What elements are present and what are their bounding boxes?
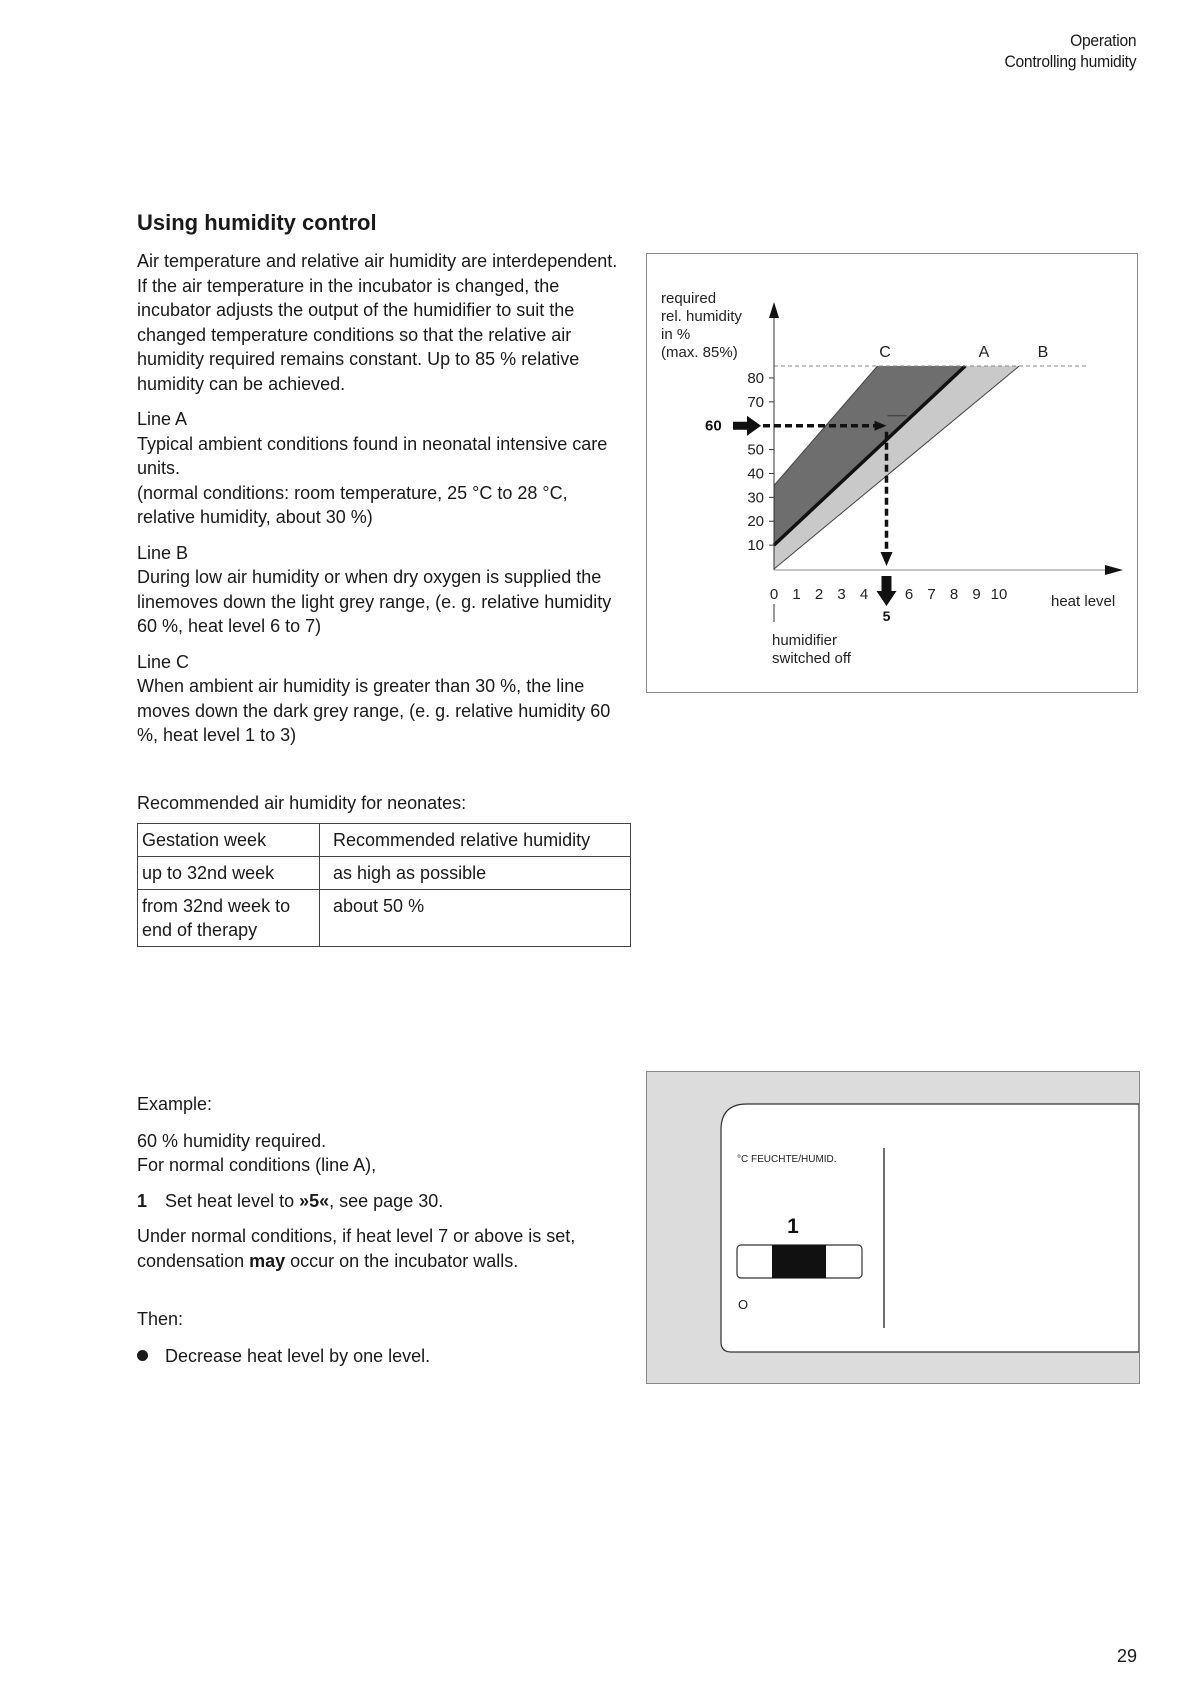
- humidity-chart-frame: [646, 253, 1138, 693]
- y-tick-label: 70: [747, 393, 764, 411]
- y-tick-label: 20: [747, 513, 764, 531]
- example-humidity-label: 60: [705, 417, 722, 435]
- line-b-text: During low air humidity or when dry oxygen is supplied the linemoves down the light grey range, (e. g. relative humidity 60 %, heat level 6 to 7): [137, 567, 612, 636]
- condensation-warning: [137, 1224, 627, 1273]
- humidity-chart: [647, 254, 1137, 692]
- y-axis-label-line: rel. humidity: [661, 308, 742, 325]
- example-heat-label: 5: [882, 608, 891, 624]
- y-tick-label: 30: [747, 489, 764, 507]
- table-cell: about 50 %: [320, 890, 631, 947]
- line-c-block: [137, 650, 627, 748]
- intro-column: [137, 249, 627, 759]
- then-label: Then:: [137, 1309, 184, 1329]
- example-line-1: 60 % humidity required.: [137, 1130, 327, 1151]
- table-header-row: [138, 824, 631, 857]
- table-header-cell: Recommended relative humidity: [320, 824, 631, 857]
- x-tick-label: 2: [814, 586, 824, 603]
- page-number: 29: [1116, 1646, 1137, 1666]
- table-row: [138, 857, 631, 890]
- intro-paragraph: Air temperature and relative air humidity are interdependent. If the air temperature in the incubator is changed, the incubator adjusts the output of the humidifier to suit the changed temperature conditions so that the relative air humidity required remains constant. Up to 85 % relative humidity can be achieved.: [137, 251, 618, 394]
- x-axis-label: heat level: [1051, 593, 1116, 610]
- header-subsection: Controlling humidity: [1004, 52, 1136, 71]
- warning-post: occur on the incubator walls.: [285, 1250, 519, 1271]
- example-requirement: [137, 1129, 627, 1178]
- switch-on-label: 1: [787, 1215, 799, 1238]
- line-c-label: Line C: [137, 651, 190, 672]
- y-tick-label: 10: [747, 537, 764, 555]
- heat-level-arrow-icon: [877, 591, 897, 606]
- table-row: [138, 890, 631, 947]
- recommended-humidity-table: [137, 823, 631, 947]
- y-axis-label-line: required: [661, 290, 717, 307]
- x-axis-arrow-icon: [1105, 565, 1123, 575]
- warning-pre: Under normal conditions, if heat level 7 or above is set, condensation: [137, 1226, 576, 1271]
- control-panel-illustration: [647, 1072, 1139, 1383]
- series-label-b: B: [1037, 344, 1049, 361]
- y-tick-label: 80: [747, 369, 764, 387]
- control-panel-figure: [646, 1071, 1140, 1384]
- y-axis-label-line: (max. 85%): [661, 344, 738, 361]
- bullet-dot-icon: [137, 1350, 148, 1361]
- line-a-block: [137, 407, 627, 530]
- line-a-label: Line A: [137, 409, 188, 429]
- line-a-text: Typical ambient conditions found in neonatal intensive care units.: [137, 433, 608, 478]
- x-tick-label: 6: [904, 586, 914, 603]
- step-text-post: , see page 30.: [329, 1190, 444, 1211]
- x-tick-label: 1: [792, 586, 801, 603]
- panel-outline: [721, 1104, 1139, 1352]
- y-tick-label: 40: [747, 465, 764, 483]
- switch-off-label: O: [737, 1297, 749, 1312]
- example-label: Example:: [137, 1094, 213, 1114]
- x-tick-label: 4: [859, 586, 869, 603]
- section-title: Using humidity control: [137, 210, 377, 235]
- running-header: [1004, 30, 1136, 72]
- warning-bold: may: [249, 1250, 286, 1271]
- heat-level-arrow-stem: [882, 576, 892, 592]
- humidifier-label-line: switched off: [772, 650, 851, 667]
- line-a-note: (normal conditions: room temperature, 25 °C to 28 °C, relative humidity, about 30 %): [137, 482, 568, 527]
- series-label-a: A: [978, 344, 990, 361]
- table-cell: from 32nd week to end of therapy: [138, 890, 320, 947]
- step-text: [165, 1189, 443, 1214]
- x-tick-label: 0: [769, 586, 779, 603]
- line-b-block: [137, 541, 627, 639]
- series-label-c: C: [879, 344, 891, 361]
- y-tick-label: 50: [747, 441, 764, 459]
- header-section: Operation: [1069, 31, 1136, 50]
- y-axis-arrow-icon: [769, 302, 779, 318]
- step-text-pre: Set heat level to: [165, 1190, 300, 1211]
- step-number: 1: [137, 1190, 148, 1211]
- bullet-text: Decrease heat level by one level.: [165, 1345, 431, 1366]
- x-tick-label: 8: [949, 586, 959, 603]
- x-tick-label: 9: [972, 586, 981, 603]
- y-axis-label-line: in %: [661, 326, 691, 343]
- x-tick-label: 7: [927, 586, 936, 603]
- x-tick-label: 10: [990, 586, 1008, 603]
- heat-guide-arrowhead-icon: [881, 552, 893, 566]
- step-value: »5«: [299, 1190, 330, 1211]
- switch-knob[interactable]: [772, 1245, 826, 1278]
- humidity-arrow-icon: [733, 416, 761, 436]
- table-header-cell: Gestation week: [138, 824, 320, 857]
- x-tick-label: 3: [837, 586, 846, 603]
- line-c-text: When ambient air humidity is greater than 30 %, the line moves down the dark grey range, (e. g. relative humidity 60 %, heat level 1 to 3): [137, 676, 611, 745]
- example-line-2: For normal conditions (line A),: [137, 1155, 377, 1175]
- humidifier-label-line: humidifier: [772, 632, 838, 649]
- recommended-label: Recommended air humidity for neonates:: [137, 793, 467, 813]
- example-step: [137, 1189, 627, 1214]
- table-cell: as high as possible: [320, 857, 631, 890]
- panel-label: °C FEUCHTE/HUMID.: [737, 1154, 837, 1165]
- table-cell: up to 32nd week: [138, 857, 320, 890]
- line-b-label: Line B: [137, 542, 189, 563]
- bullet-item: [137, 1344, 627, 1369]
- example-column: [137, 1092, 627, 1368]
